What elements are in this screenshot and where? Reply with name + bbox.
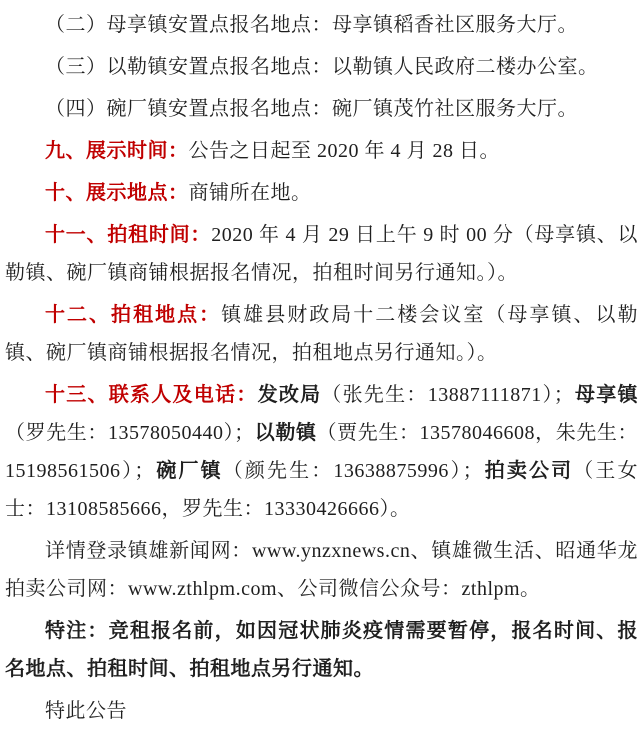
section-heading: 九、展示时间： [45, 140, 189, 162]
text-run: 特此公告 [45, 700, 127, 722]
text-run: 碗厂镇 [154, 460, 223, 482]
para-signup-location-4 [5, 90, 638, 128]
text-run: （颜先生：13638875996）； [222, 460, 484, 482]
section-heading: 十三、联系人及电话： [45, 384, 258, 406]
paragraph-container [5, 6, 638, 730]
text-run: （四）碗厂镇安置点报名地点：碗厂镇茂竹社区服务大厅。 [45, 98, 578, 120]
text-run: 商铺所在地。 [188, 182, 312, 204]
text-run: （罗先生：13578050440）； [5, 422, 255, 444]
text-run: 发改局 [257, 384, 322, 406]
para-websites [5, 532, 638, 608]
text-run: （张先生：13887111871）； [321, 384, 575, 406]
text-run: （二）母享镇安置点报名地点：母享镇稻香社区服务大厅。 [45, 14, 578, 36]
para-signup-location-3 [5, 48, 638, 86]
text-run: 以勒镇 [254, 422, 317, 444]
para-closing [5, 692, 638, 730]
text-run: 镇雄县财政局十二楼会议室（母享镇、以勒镇、碗厂镇商铺根据报名情况，拍租地点另行通知。）。 [5, 304, 639, 364]
para-section-13-contacts [5, 376, 638, 528]
text-run: 特注：竞租报名前，如因冠状肺炎疫情需要暂停，报名时间、报名地点、拍租时间、拍租地点另行通知。 [5, 620, 638, 680]
text-run: （贾先生：13578046608，朱先生：15198561506）； [5, 422, 639, 482]
section-heading: 十、展示地点： [45, 182, 189, 204]
text-run: 详情登录镇雄新闻网：www.ynzxnews.cn、镇雄微生活、昭通华龙拍卖公司网：www.zthlpm.com、公司微信公众号：zthlpm。 [5, 540, 638, 600]
text-run: 公告之日起至 2020 年 4 月 28 日。 [188, 140, 500, 162]
para-section-11-auction-time [5, 216, 638, 292]
section-heading: 十一、拍租时间： [45, 224, 212, 246]
section-heading: 十二、拍租地点： [45, 304, 222, 326]
para-section-10-display-place [5, 174, 638, 212]
text-run: （三）以勒镇安置点报名地点：以勒镇人民政府二楼办公室。 [45, 56, 599, 78]
para-section-12-auction-place [5, 296, 638, 372]
para-section-9-display-time [5, 132, 638, 170]
text-run: 2020 年 4 月 29 日上午 9 时 00 分（母享镇、以勒镇、碗厂镇商铺根据报名情况，拍租时间另行通知。）。 [5, 224, 639, 284]
text-run: （王女士：13108585666，罗先生：13330426666）。 [5, 460, 638, 520]
para-special-note [5, 612, 638, 688]
text-run: 母享镇 [574, 384, 639, 406]
para-signup-location-2 [5, 6, 638, 44]
text-run: 拍卖公司 [483, 460, 574, 482]
